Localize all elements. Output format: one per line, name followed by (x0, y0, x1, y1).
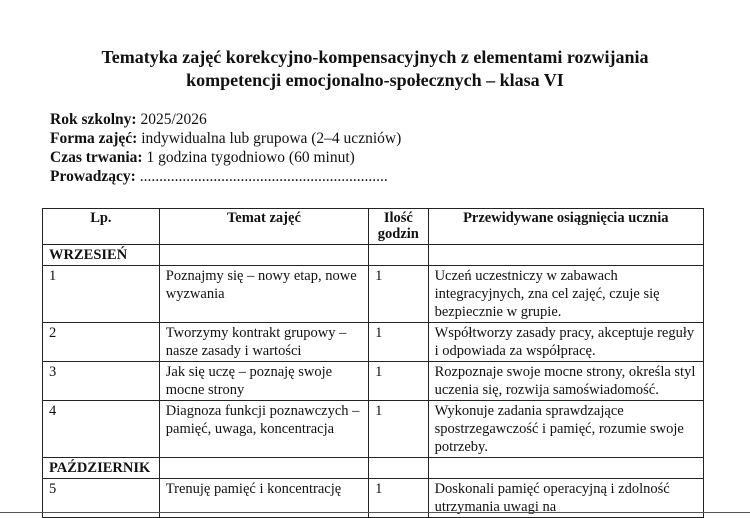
table-header-row (43, 209, 704, 245)
row-topic: Tworzymy kontrakt grupowy – nasze zasady i wartości (159, 323, 368, 362)
row-topic: Poznajmy się – nowy etap, nowe wyzwania (159, 266, 368, 323)
meta-duration: Czas trwania: 1 godzina tygodniowo (60 minut) (50, 149, 355, 166)
table-row (43, 401, 704, 458)
row-hours: 1 (369, 362, 428, 401)
row-hours: 1 (369, 401, 428, 458)
row-lp: 1 (43, 266, 160, 323)
lesson-plan-table (42, 208, 704, 518)
document-title (40, 46, 710, 92)
header-hours: Ilość godzin (369, 209, 428, 245)
month-row (43, 458, 704, 479)
row-hours: 1 (369, 479, 428, 518)
meta-teacher: Prowadzący: ................................................................ (50, 168, 388, 185)
month-label: WRZESIEŃ (43, 245, 160, 266)
row-lp: 3 (43, 362, 160, 401)
title-line-1: Tematyka zajęć korekcyjno-kompensacyjnych z elementami rozwijania (101, 47, 649, 67)
header-lp: Lp. (43, 209, 160, 245)
row-outcome: Rozpoznaje swoje mocne strony, określa styl uczenia się, rozwija samoświadomość. (428, 362, 703, 401)
header-outcomes: Przewidywane osiągnięcia ucznia (428, 209, 703, 245)
row-outcome: Doskonali pamięć operacyjną i zdolność utrzymania uwagi na (428, 479, 703, 518)
header-topic: Temat zajęć (159, 209, 368, 245)
row-outcome: Współtworzy zasady pracy, akceptuje reguły i odpowiada za współpracę. (428, 323, 703, 362)
document-meta (50, 110, 401, 186)
meta-school-year: Rok szkolny: 2025/2026 (50, 111, 207, 128)
month-label: PAŹDZIERNIK (43, 458, 160, 479)
page-bottom-edge (0, 512, 750, 513)
row-lp: 2 (43, 323, 160, 362)
row-lp: 4 (43, 401, 160, 458)
row-hours: 1 (369, 323, 428, 362)
row-outcome: Uczeń uczestniczy w zabawach integracyjnych, zna cel zajęć, czuje się bezpiecznie w grupie. (428, 266, 703, 323)
row-topic: Trenuję pamięć i koncentrację (159, 479, 368, 518)
table-row (43, 362, 704, 401)
row-topic: Diagnoza funkcji poznawczych – pamięć, uwaga, koncentracja (159, 401, 368, 458)
table-row (43, 266, 704, 323)
row-lp: 5 (43, 479, 160, 518)
meta-form: Forma zajęć: indywidualna lub grupowa (2–4 uczniów) (50, 130, 402, 147)
row-topic: Jak się uczę – poznaję swoje mocne strony (159, 362, 368, 401)
month-row (43, 245, 704, 266)
table-row (43, 323, 704, 362)
row-outcome: Wykonuje zadania sprawdzające spostrzegawczość i pamięć, rozumie swoje potrzeby. (428, 401, 703, 458)
row-hours: 1 (369, 266, 428, 323)
title-line-2: kompetencji emocjonalno-społecznych – klasa VI (186, 70, 564, 90)
